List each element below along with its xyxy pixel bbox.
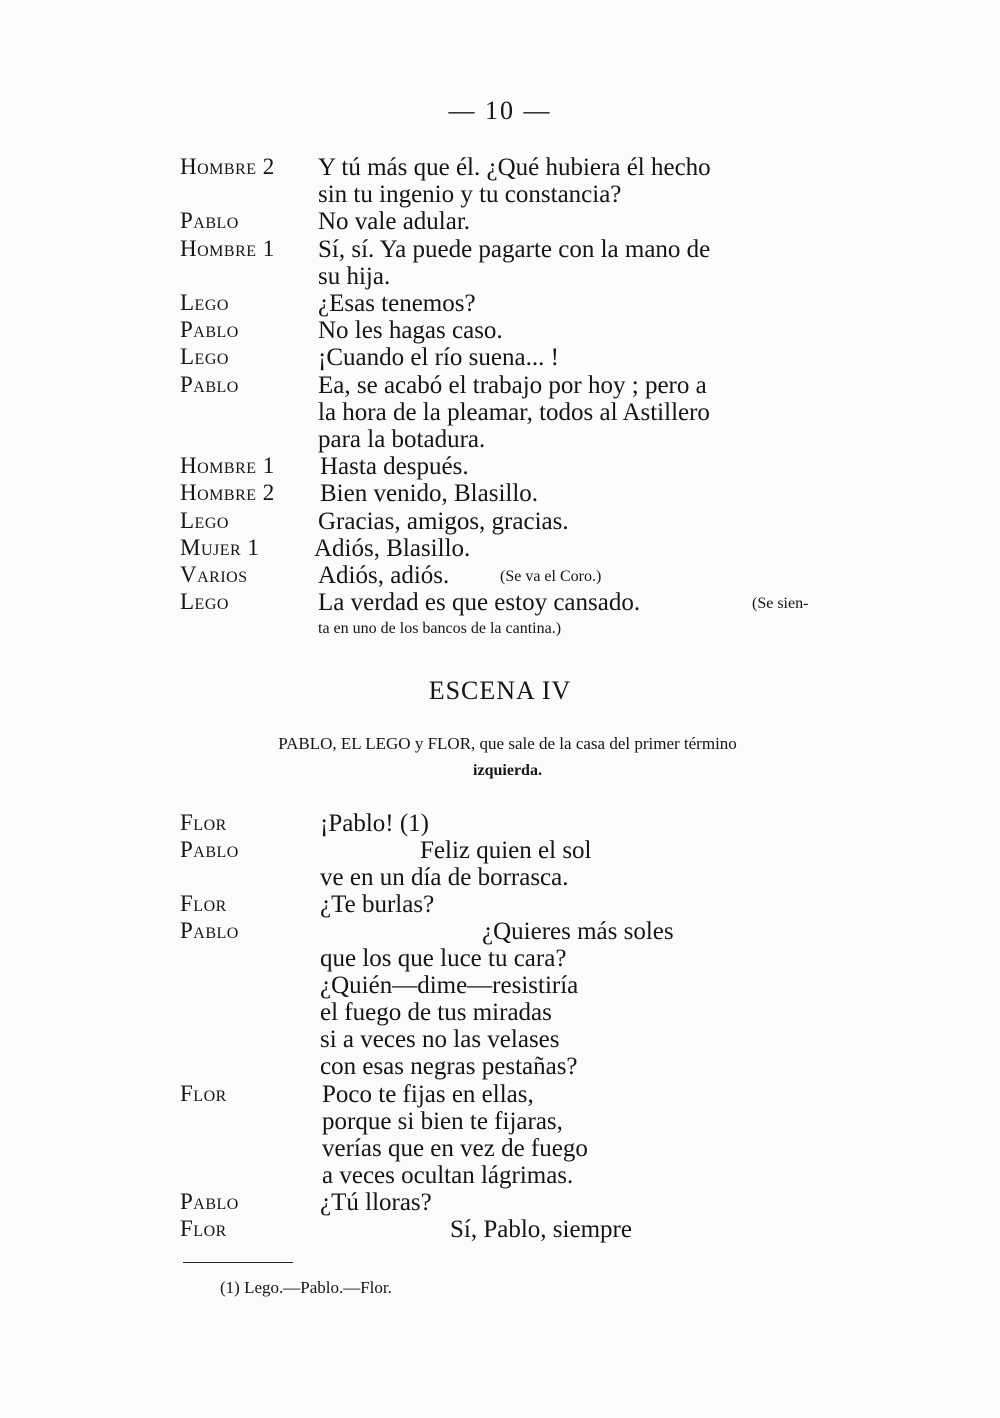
footnote: (1) Lego.—Pablo.—Flor. [220, 1278, 392, 1297]
stage-direction: ta en uno de los bancos de la cantina.) [318, 620, 562, 637]
speaker-name: Lego [180, 290, 229, 315]
speech-text: Sí, sí. Ya puede pagarte con la mano de [318, 236, 711, 263]
speech-text: ¿Esas tenemos? [318, 290, 476, 317]
speech-text: la hora de la pleamar, todos al Astillero [318, 399, 710, 426]
speech-text: ve en un día de borrasca. [320, 864, 569, 891]
speaker-name: Pablo [180, 372, 239, 397]
speaker-name: Lego [180, 589, 229, 614]
scene-direction-line: izquierda. [473, 762, 542, 779]
speech-text: su hija. [318, 263, 391, 290]
speaker-name: Flor [180, 810, 227, 835]
speaker-name: Lego [180, 508, 229, 533]
footnote-divider [183, 1262, 293, 1263]
speaker-name: Hombre 1 [180, 236, 275, 261]
speech-text: el fuego de tus miradas [320, 999, 552, 1026]
speech-text: ¡Cuando el río suena... ! [318, 344, 559, 371]
speaker-name: Mujer 1 [180, 535, 260, 560]
stage-direction: (Se sien- [752, 595, 809, 612]
speech-text: No les hagas caso. [318, 317, 503, 344]
speech-text: si a veces no las velases [320, 1026, 560, 1053]
speaker-name: Hombre 1 [180, 453, 275, 478]
speech-text: ¿Quieres más soles [482, 918, 674, 945]
speech-text: No vale adular. [318, 208, 471, 235]
speech-text: ¡Pablo! (1) [320, 810, 429, 837]
speech-text: ¿Tú lloras? [320, 1189, 432, 1216]
speech-text: Y tú más que él. ¿Qué hubiera él hecho [318, 154, 711, 181]
speaker-name: Pablo [180, 918, 239, 943]
speaker-name: Flor [180, 891, 227, 916]
speech-text: La verdad es que estoy cansado. [318, 589, 641, 616]
speech-text: para la botadura. [318, 426, 486, 453]
speaker-name: Hombre 2 [180, 154, 275, 179]
speaker-name: Pablo [180, 837, 239, 862]
speaker-name: Pablo [180, 208, 239, 233]
speech-text: Gracias, amigos, gracias. [318, 508, 569, 535]
speech-text: Hasta después. [320, 453, 469, 480]
speaker-name: Pablo [180, 317, 239, 342]
page-number: — 10 — [448, 96, 552, 125]
speech-text: ¿Quién—dime—resistiría [320, 972, 579, 999]
speech-text: sin tu ingenio y tu constancia? [318, 181, 622, 208]
speaker-name: Pablo [180, 1189, 239, 1214]
stage-direction: (Se va el Coro.) [500, 568, 602, 585]
speech-text: que los que luce tu cara? [320, 945, 567, 972]
speaker-name: Hombre 2 [180, 480, 275, 505]
scene-heading: ESCENA IV [428, 676, 572, 705]
speech-text: Sí, Pablo, siempre [450, 1216, 632, 1243]
speaker-name: Flor [180, 1216, 227, 1241]
speaker-name: Varios [180, 562, 248, 587]
speaker-name: Lego [180, 344, 229, 369]
speech-text: Adiós, adiós. [318, 562, 450, 589]
speech-text: Feliz quien el sol [420, 837, 592, 864]
speech-text: Ea, se acabó el trabajo por hoy ; pero a [318, 372, 707, 399]
speech-text: con esas negras pestañas? [320, 1053, 578, 1080]
speech-text: Bien venido, Blasillo. [320, 480, 539, 507]
scene-direction-line: PABLO, EL LEGO y FLOR, que sale de la casa del primer término [278, 734, 737, 753]
speech-text: ¿Te burlas? [320, 891, 435, 918]
speech-text: Adiós, Blasillo. [314, 535, 471, 562]
speech-text: porque si bien te fijaras, [322, 1108, 563, 1135]
speech-text: a veces ocultan lágrimas. [322, 1162, 574, 1189]
speaker-name: Flor [180, 1081, 227, 1106]
speech-text: Poco te fijas en ellas, [322, 1081, 534, 1108]
scene-direction [180, 730, 835, 784]
speech-text: verías que en vez de fuego [322, 1135, 588, 1162]
